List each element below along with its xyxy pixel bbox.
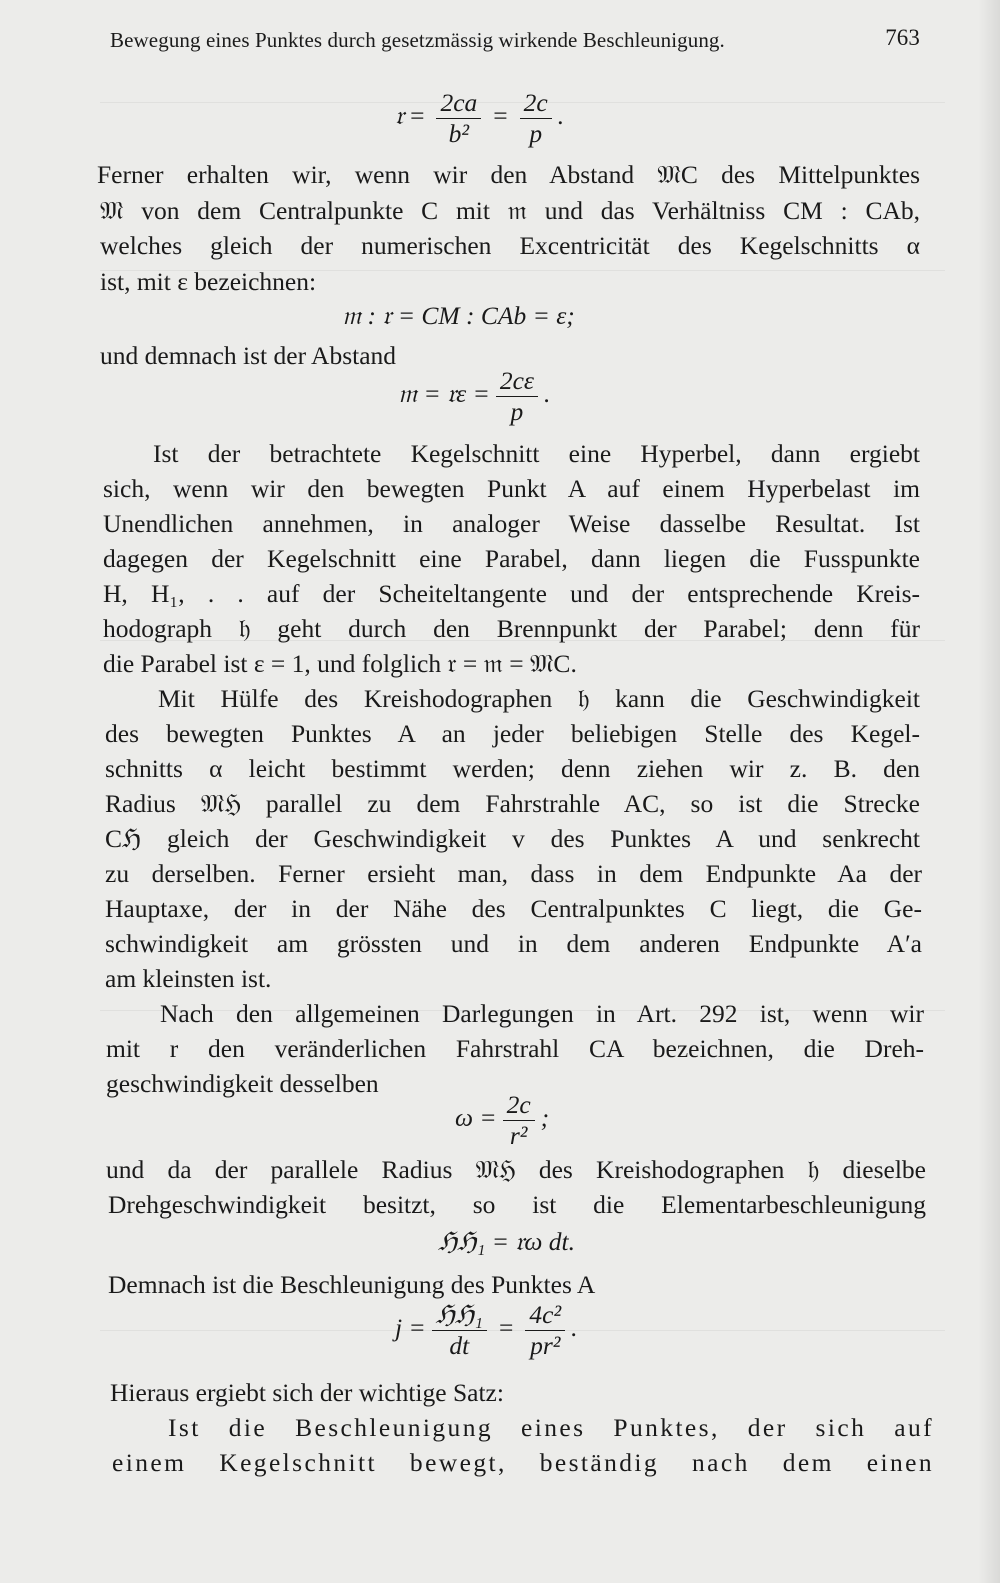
running-header xyxy=(110,25,920,53)
eq4-numerator: 2c xyxy=(503,1092,535,1121)
eq1-fraction-1 xyxy=(436,90,481,146)
text-line: Unendlichen annehmen, in analoger Weise dasselbe Resultat. Ist xyxy=(103,509,920,538)
text-line: geschwindigkeit desselben xyxy=(106,1069,379,1098)
eq3-numerator: 2cε xyxy=(496,368,538,397)
text-line: 𝔐 von dem Centralpunkte C mit 𝔪 und das Verhältniss CM : CAb, xyxy=(100,196,920,225)
text-line: schnitts α leicht bestimmt werden; denn ziehen wir z. B. den xyxy=(105,754,920,783)
eq3-denominator: p xyxy=(510,396,524,426)
eq1-denominator-1: b² xyxy=(448,118,470,148)
text-line: und da der parallele Radius 𝔐ℌ des Kreishodographen 𝔥 dieselbe xyxy=(106,1155,926,1184)
text-line: Drehgeschwindigkeit besitzt, so ist die Elementarbeschleunigung xyxy=(108,1190,926,1219)
text-line: zu derselben. Ferner ersieht man, dass in dem Endpunkte Aa der xyxy=(105,859,922,888)
text-line: Nach den allgemeinen Darlegungen in Art. 292 ist, wenn wir xyxy=(160,999,924,1028)
text-line: mit r den veränderlichen Fahrstrahl CA bezeichnen, die Dreh- xyxy=(106,1034,924,1063)
text-line: des bewegten Punktes A an jeder beliebigen Stelle des Kegel- xyxy=(105,719,920,748)
eq4-fraction xyxy=(503,1092,535,1148)
eq1-lhs: 𝔯 xyxy=(395,100,405,130)
text-line: und demnach ist der Abstand xyxy=(100,341,397,370)
text-line: Ferner erhalten wir, wenn wir den Abstand 𝔐C des Mittelpunktes xyxy=(97,160,920,189)
eq3-lhs: 𝔪 = 𝔯ε = xyxy=(398,378,490,408)
page-edge-shadow xyxy=(978,0,1000,1583)
text-line: Radius 𝔐ℌ parallel zu dem Fahrstrahle AC, so ist die Strecke xyxy=(105,789,920,818)
text-line: Hauptaxe, der in der Nähe des Centralpunktes C liegt, die Ge- xyxy=(105,894,922,923)
eq1-numerator-2: 2c xyxy=(520,90,552,119)
eq6-lhs: j = xyxy=(395,1312,426,1342)
text-line: Cℌ gleich der Geschwindigkeit v des Punktes A und senkrecht xyxy=(105,824,920,853)
text-line: welches gleich der numerischen Excentricität des Kegelschnitts α xyxy=(100,231,920,260)
eq1-end: . xyxy=(557,100,565,130)
eq4-lhs: ω = xyxy=(455,1102,497,1132)
eq3-fraction xyxy=(496,368,538,424)
text-line: Ist der betrachtete Kegelschnitt eine Hyperbel, dann ergiebt xyxy=(153,439,920,468)
eq6-denominator-1: dt xyxy=(449,1330,470,1360)
text-line: hodograph 𝔥 geht durch den Brennpunkt der Parabel; denn für xyxy=(103,614,920,643)
page-number: 763 xyxy=(885,25,920,50)
equation-omega xyxy=(455,1092,549,1148)
eq4-end: ; xyxy=(540,1102,550,1132)
equation-element: ℌℌ₁ = 𝔯ω dt. xyxy=(438,1227,575,1256)
equation-r: 𝔯 = $\frac{2ca}{\text{b²}}$ = $\frac{2c}{p}$ . xyxy=(395,88,565,148)
eq6-fraction-2 xyxy=(525,1302,565,1358)
eq6-end: . xyxy=(571,1312,578,1342)
eq1-numerator-1: 2ca xyxy=(436,90,481,119)
equation-epsilon: 𝔪 : 𝔯 = CM : CAb = ε; xyxy=(342,301,575,330)
text-line: Mit Hülfe des Kreishodographen 𝔥 kann die Geschwindigkeit xyxy=(158,684,920,713)
eq6-numerator-2: 4c² xyxy=(525,1302,565,1331)
text-line: ist, mit ε bezeichnen: xyxy=(100,267,317,296)
text-line: die Parabel ist ε = 1, und folglich 𝔯 = 𝔪 = 𝔐C. xyxy=(103,649,577,678)
text-line: Hieraus ergiebt sich der wichtige Satz: xyxy=(110,1378,504,1407)
text-line: am kleinsten ist. xyxy=(105,964,272,993)
header-title: Bewegung eines Punktes durch gesetzmässig wirkende Beschleunigung. xyxy=(110,28,725,52)
text-line: dagegen der Kegelschnitt eine Parabel, dann liegen die Fusspunkte xyxy=(103,544,920,573)
eq6-numerator-1: ℌℌ₁ xyxy=(432,1302,487,1331)
eq3-end: . xyxy=(543,378,551,408)
equation-m xyxy=(398,368,550,424)
eq6-fraction-1 xyxy=(432,1302,487,1358)
text-line: sich, wenn wir den bewegten Punkt A auf einem Hyperbelast im xyxy=(103,474,920,503)
theorem-line: einem Kegelschnitt bewegt, beständig nach dem einen xyxy=(112,1448,934,1477)
eq6-denominator-2: pr² xyxy=(530,1330,561,1360)
eq1-denominator-2: p xyxy=(529,118,543,148)
text-line: schwindigkeit am grössten und in dem anderen Endpunkte A′a xyxy=(105,929,922,958)
text-line: Demnach ist die Beschleunigung des Punktes A xyxy=(108,1270,596,1299)
eq4-denominator: r² xyxy=(509,1120,528,1150)
equation-j: j = $\frac{\text{ℌℌ₁}}{dt}$ = $\frac{\text{4c²}}{\text{pr²}}$ . xyxy=(395,1300,578,1360)
eq1-fraction-2 xyxy=(520,90,552,146)
text-line: H, H₁, . . auf der Scheiteltangente und der entsprechende Kreis- xyxy=(103,579,920,608)
theorem-line: Ist die Beschleunigung eines Punktes, der sich auf xyxy=(168,1413,934,1442)
